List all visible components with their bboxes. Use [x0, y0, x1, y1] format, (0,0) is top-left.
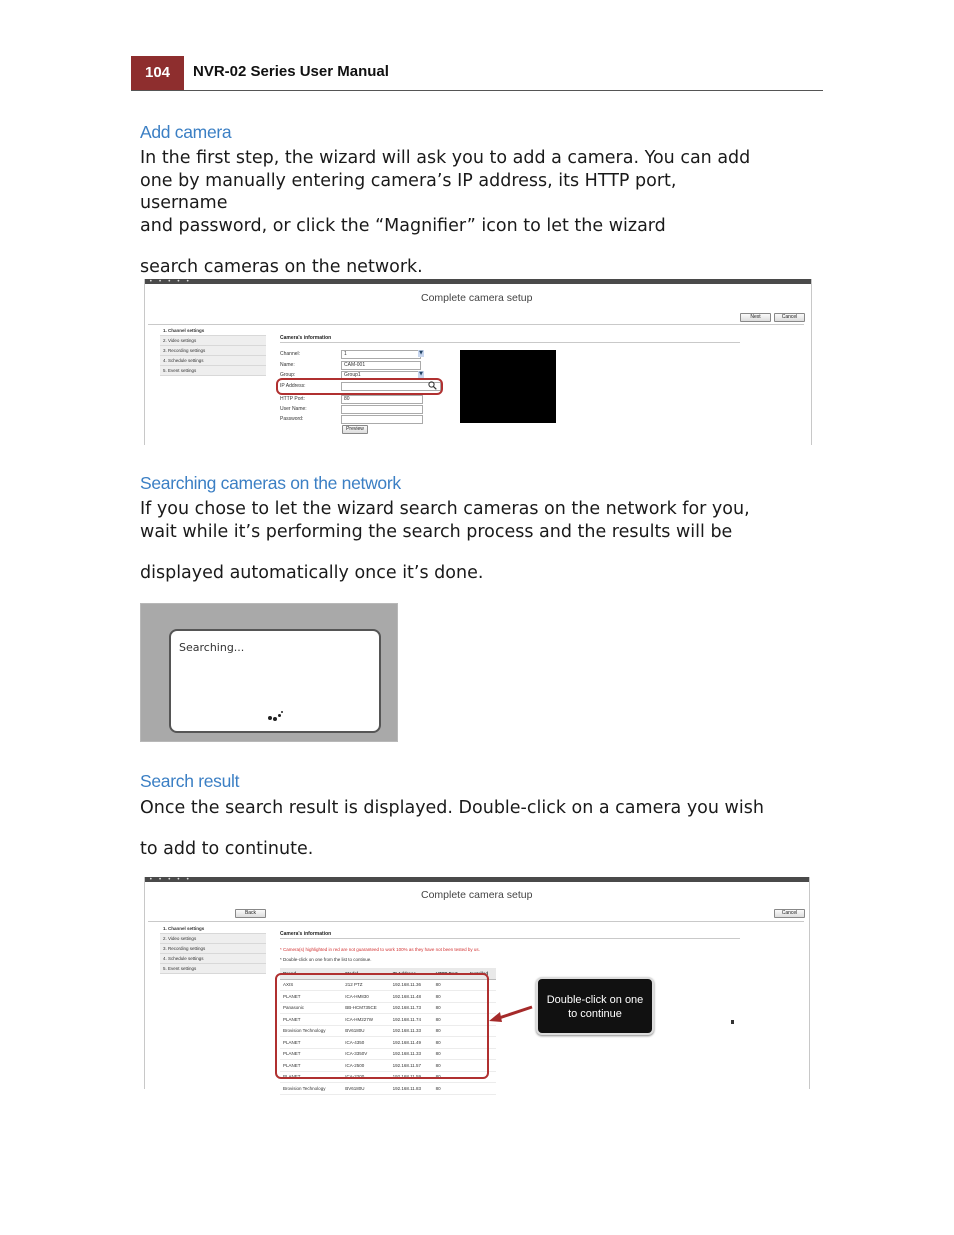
cell-ip: 192.168.11.33 — [390, 1048, 433, 1060]
camera-info-heading: Camera's information — [280, 931, 332, 937]
user-name-label: User Name: — [280, 406, 307, 412]
cell-model: ICA-4350 — [342, 1037, 389, 1049]
next-button[interactable]: Next — [740, 313, 771, 322]
form-row-port — [280, 395, 430, 405]
menu-item-channel-settings[interactable]: 1. Channel settings — [160, 326, 266, 336]
paragraph-line: In the first step, the wizard will ask you to add a camera. You can add — [140, 148, 751, 168]
form-row-name — [280, 361, 430, 371]
menu-item-schedule-settings[interactable]: 4. Schedule settings — [160, 954, 266, 964]
group-select[interactable]: Group1 — [341, 371, 421, 380]
column-header[interactable]: Installed — [467, 968, 496, 979]
untested-warning: * Camera(s) highlighted in red are not guaranteed to work 100% as they have not been tested by us. — [280, 947, 480, 952]
chevron-down-icon: ▼ — [419, 350, 423, 356]
cell-brand: PLANET — [280, 1048, 342, 1060]
header-rule — [131, 90, 823, 91]
cell-ip: 192.168.11.59 — [390, 1071, 433, 1083]
cell-brand: PLANET — [280, 1014, 342, 1026]
camera-info-heading: Camera's information — [280, 335, 332, 341]
cell-port: 80 — [433, 1083, 467, 1095]
cancel-button[interactable]: Cancel — [774, 313, 805, 322]
paragraph-line: to add to continute. — [140, 839, 314, 859]
channel-label: Channel: — [280, 351, 301, 357]
user-name-input[interactable] — [341, 405, 423, 414]
cell-ip: 192.168.11.73 — [390, 1002, 433, 1014]
cell-model: ICA-2500 — [342, 1060, 389, 1072]
loading-spinner-icon — [268, 711, 288, 723]
page-number: 104 — [131, 56, 184, 90]
form-row-channel — [280, 350, 430, 360]
screenshot-searching — [140, 603, 398, 742]
form-row-password — [280, 415, 430, 425]
cell-ip: 192.168.11.74 — [390, 1014, 433, 1026]
cell-port: 80 — [433, 1048, 467, 1060]
cell-ip: 192.168.11.83 — [390, 1083, 433, 1095]
name-input[interactable]: CAM-001 — [341, 361, 421, 370]
cell-port: 80 — [433, 1060, 467, 1072]
cell-brand: PLANET — [280, 1060, 342, 1072]
cell-brand: Panasonic — [280, 1002, 342, 1014]
paragraph-line: search cameras on the network. — [140, 257, 423, 277]
cell-brand: AXIS — [280, 979, 342, 991]
cell-ip: 192.168.11.33 — [390, 1025, 433, 1037]
cell-port: 80 — [433, 1014, 467, 1026]
setup-title: Complete camera setup — [421, 292, 533, 304]
preview-button[interactable]: Preview — [342, 425, 368, 434]
cell-port: 80 — [433, 991, 467, 1003]
cell-model: ICA-2200 — [342, 1071, 389, 1083]
heading-searching: Searching cameras on the network — [140, 473, 401, 493]
cell-port: 80 — [433, 1002, 467, 1014]
column-header[interactable]: IP Address — [390, 968, 433, 979]
menu-item-recording-settings[interactable]: 3. Recording settings — [160, 346, 266, 356]
port-label: HTTP Port: — [280, 396, 305, 402]
name-label: Name: — [280, 362, 295, 368]
manual-title: NVR-02 Series User Manual — [193, 63, 389, 80]
menu-item-channel-settings[interactable]: 1. Channel settings — [160, 924, 266, 934]
camera-preview-area — [460, 350, 556, 423]
mouse-cursor-icon — [731, 1020, 734, 1024]
paragraph-line: username — [140, 193, 228, 213]
paragraph-line: wait while it’s performing the search process and the results will be — [140, 522, 733, 542]
window-titlebar: • • • • • — [145, 877, 809, 882]
cell-brand: Brovision Technology — [280, 1025, 342, 1037]
arrow-left-icon — [488, 1004, 534, 1024]
setup-title: Complete camera setup — [421, 889, 533, 901]
table-row[interactable] — [280, 1083, 496, 1095]
cell-port: 80 — [433, 1025, 467, 1037]
cancel-button[interactable]: Cancel — [774, 909, 805, 918]
setup-side-menu — [160, 326, 266, 376]
paragraph-line: and password, or click the “Magnifier” icon to let the wizard — [140, 216, 666, 236]
ip-label: IP Address: — [280, 383, 306, 389]
form-row-user — [280, 405, 430, 415]
cell-port: 80 — [433, 1037, 467, 1049]
heading-search-result: Search result — [140, 771, 240, 791]
cell-model: ICA-3350V — [342, 1048, 389, 1060]
cell-ip: 192.168.11.49 — [390, 1037, 433, 1049]
heading-add-camera: Add camera — [140, 122, 232, 142]
cell-model: BV6180U — [342, 1083, 389, 1095]
cell-port: 80 — [433, 1071, 467, 1083]
paragraph-line: displayed automatically once it’s done. — [140, 563, 484, 583]
cell-installed — [467, 1083, 496, 1095]
cell-model: BB-HCM735CE — [342, 1002, 389, 1014]
back-button[interactable]: Back — [235, 909, 266, 918]
column-header[interactable]: Brand — [280, 968, 342, 979]
cell-brand: PLANET — [280, 1071, 342, 1083]
cell-ip: 192.168.11.57 — [390, 1060, 433, 1072]
column-header[interactable]: Model — [342, 968, 389, 979]
results-highlight-box — [275, 973, 489, 1079]
cell-brand: PLANET — [280, 991, 342, 1003]
http-port-input[interactable]: 80 — [341, 395, 423, 404]
cell-model: 212 PTZ — [342, 979, 389, 991]
ip-highlight-oval — [276, 378, 443, 395]
menu-item-schedule-settings[interactable]: 4. Schedule settings — [160, 356, 266, 366]
menu-item-recording-settings[interactable]: 3. Recording settings — [160, 944, 266, 954]
cell-brand: Brovision Technology — [280, 1083, 342, 1095]
cell-model: BV6180U — [342, 1025, 389, 1037]
cell-ip: 192.168.11.36 — [390, 979, 433, 991]
chevron-down-icon: ▼ — [419, 371, 423, 377]
searching-dialog — [169, 629, 381, 733]
menu-item-event-settings[interactable]: 5. Event settings — [160, 964, 266, 974]
channel-select[interactable]: 1 — [341, 350, 421, 359]
password-input[interactable] — [341, 415, 423, 424]
window-titlebar: • • • • • — [145, 279, 811, 284]
cell-port: 80 — [433, 979, 467, 991]
screenshot-camera-setup — [144, 279, 812, 445]
cell-ip: 192.168.11.48 — [390, 991, 433, 1003]
cell-model: ICA-HM227W — [342, 1014, 389, 1026]
menu-item-video-settings[interactable]: 2. Video settings — [160, 336, 266, 346]
menu-item-event-settings[interactable]: 5. Event settings — [160, 366, 266, 376]
paragraph-line: If you chose to let the wizard search cameras on the network for you, — [140, 499, 750, 519]
paragraph-line: one by manually entering camera’s IP address, its HTTP port, — [140, 171, 677, 191]
menu-item-video-settings[interactable]: 2. Video settings — [160, 934, 266, 944]
group-label: Group: — [280, 372, 296, 378]
double-click-callout — [536, 977, 654, 1035]
column-header[interactable]: HTTP Port — [433, 968, 467, 979]
callout-line: Double-click on one — [546, 994, 644, 1006]
double-click-hint: * Double-click on one from the list to continue. — [280, 957, 372, 962]
searching-text: Searching... — [179, 641, 245, 654]
paragraph-line: Once the search result is displayed. Double-click on a camera you wish — [140, 798, 764, 818]
cell-brand: PLANET — [280, 1037, 342, 1049]
setup-side-menu — [160, 924, 266, 974]
callout-line: to continue — [568, 1008, 622, 1020]
password-label: Password: — [280, 416, 304, 422]
cell-model: ICA-HM830 — [342, 991, 389, 1003]
